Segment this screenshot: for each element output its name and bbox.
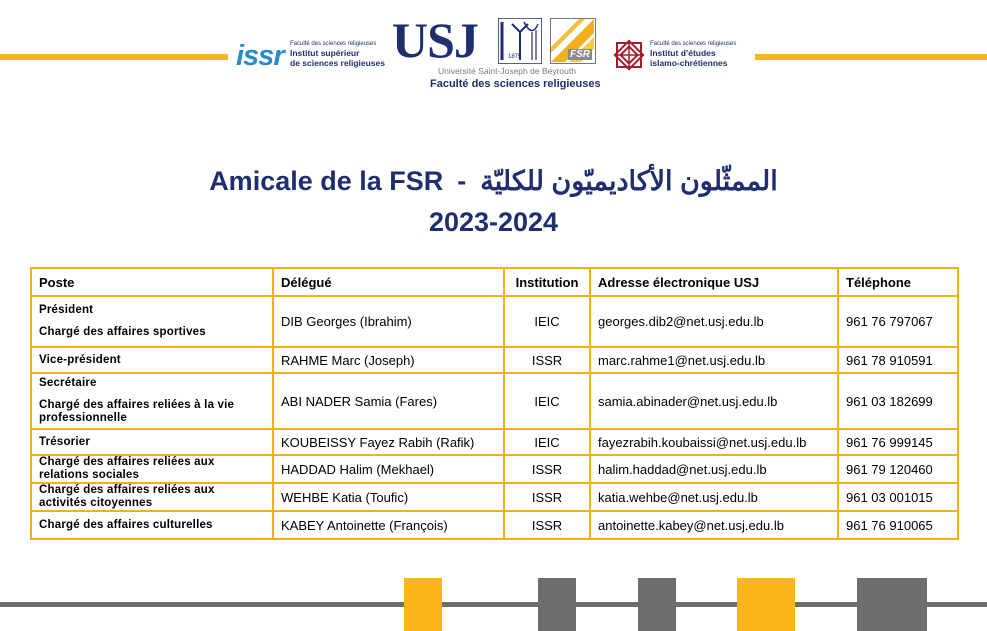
- cell-telephone: 961 79 120460: [838, 455, 958, 483]
- cell-poste: [31, 296, 273, 347]
- cell-email: fayezrabih.koubaissi@net.usj.edu.lb: [590, 429, 838, 455]
- header-email: Adresse électronique USJ: [590, 268, 838, 296]
- cell-telephone: 961 03 001015: [838, 483, 958, 511]
- usj-faculty-name: Faculté des sciences religieuses: [430, 78, 601, 90]
- footer-block-grey: [638, 578, 676, 631]
- ieic-logo-text: [650, 40, 736, 68]
- ieic-institute-line: Institut d’études: [650, 48, 716, 58]
- header-institution: Institution: [504, 268, 590, 296]
- fsr-logo: [550, 18, 596, 64]
- cell-institution: ISSR: [504, 347, 590, 373]
- cell-email: antoinette.kabey@net.usj.edu.lb: [590, 511, 838, 539]
- poste-line: Secrétaire: [39, 377, 97, 389]
- ieic-emblem-icon: [612, 38, 646, 72]
- cell-delegue: KABEY Antoinette (François): [273, 511, 504, 539]
- poste-line: Chargé des affaires culturelles: [39, 518, 213, 531]
- cell-institution: ISSR: [504, 483, 590, 511]
- poste-line: Chargé des affaires reliées à la vie professionnelle: [39, 399, 235, 424]
- table-header-row: [31, 268, 958, 296]
- cell-poste: [31, 483, 273, 511]
- page-title: [0, 162, 987, 200]
- footer-block-grey: [857, 578, 927, 631]
- table-row: [31, 429, 958, 455]
- title-arabic: الممثّلون الأكاديميّون للكليّة: [480, 166, 778, 196]
- table-row: [31, 483, 958, 511]
- cell-poste: [31, 347, 273, 373]
- cell-email: marc.rahme1@net.usj.edu.lb: [590, 347, 838, 373]
- table-row: [31, 296, 958, 347]
- cell-email: georges.dib2@net.usj.edu.lb: [590, 296, 838, 347]
- header-accent-line-left: [0, 54, 228, 60]
- cell-institution: IEIC: [504, 373, 590, 429]
- cell-poste: [31, 511, 273, 539]
- header-telephone: Téléphone: [838, 268, 958, 296]
- poste-line: Vice-président: [39, 353, 121, 366]
- cell-telephone: 961 76 797067: [838, 296, 958, 347]
- usj-logo: [392, 14, 602, 94]
- cell-email: samia.abinader@net.usj.edu.lb: [590, 373, 838, 429]
- cell-telephone: 961 76 910065: [838, 511, 958, 539]
- cell-delegue: HADDAD Halim (Mekhael): [273, 455, 504, 483]
- header-accent-line-right: [755, 54, 987, 60]
- poste-line: Chargé des affaires reliées aux relations sociales: [39, 456, 215, 481]
- usj-university-name: Université Saint-Joseph de Beyrouth: [438, 66, 576, 76]
- cell-delegue: KOUBEISSY Fayez Rabih (Rafik): [273, 429, 504, 455]
- title-years: 2023-2024: [428, 207, 559, 237]
- cell-delegue: RAHME Marc (Joseph): [273, 347, 504, 373]
- usj-logo-wordmark: USJ: [392, 12, 478, 68]
- cell-delegue: ABI NADER Samia (Fares): [273, 373, 504, 429]
- issr-logo: [236, 38, 386, 74]
- cell-poste: [31, 429, 273, 455]
- delegates-table: [30, 267, 959, 540]
- fsr-logo-label: FSR: [570, 49, 590, 60]
- ieic-institute-line-2: islamo-chrétiennes: [650, 58, 728, 68]
- footer-block-grey: [538, 578, 576, 631]
- cell-institution: IEIC: [504, 296, 590, 347]
- cell-email: halim.haddad@net.usj.edu.lb: [590, 455, 838, 483]
- poste-line: Président: [39, 304, 94, 316]
- table-row: [31, 347, 958, 373]
- cell-delegue: WEHBE Katia (Toufic): [273, 483, 504, 511]
- table-row: [31, 373, 958, 429]
- issr-faculty-line: Faculté des sciences religieuses: [290, 41, 377, 47]
- table-row: [31, 511, 958, 539]
- poste-line: Chargé des affaires reliées aux activités citoyennes: [39, 484, 215, 509]
- cell-delegue: DIB Georges (Ibrahim): [273, 296, 504, 347]
- header-delegue: Délégué: [273, 268, 504, 296]
- usj-emblem-icon: [498, 18, 542, 64]
- poste-line: Chargé des affaires sportives: [39, 326, 206, 338]
- footer-block-yellow: [737, 578, 795, 631]
- poste-line: Trésorier: [39, 435, 91, 448]
- cell-telephone: 961 78 910591: [838, 347, 958, 373]
- cell-telephone: 961 03 182699: [838, 373, 958, 429]
- cell-email: katia.wehbe@net.usj.edu.lb: [590, 483, 838, 511]
- cell-telephone: 961 76 999145: [838, 429, 958, 455]
- issr-logo-mark: issr: [236, 40, 284, 72]
- table-row: [31, 455, 958, 483]
- header-poste: Poste: [31, 268, 273, 296]
- ieic-logo: [612, 38, 752, 74]
- title-french: Amicale de la FSR: [209, 166, 444, 196]
- title-dash: -: [457, 166, 467, 196]
- ieic-faculty-line: Faculté des sciences religieuses: [650, 41, 737, 47]
- usj-emblem-year: 1875: [508, 54, 522, 60]
- cell-poste: [31, 373, 273, 429]
- cell-institution: ISSR: [504, 455, 590, 483]
- issr-logo-text: [290, 40, 388, 68]
- cell-institution: IEIC: [504, 429, 590, 455]
- issr-institute-line-2: de sciences religieuses: [290, 58, 385, 68]
- footer-block-yellow: [404, 578, 442, 631]
- cell-poste: [31, 455, 273, 483]
- cell-institution: ISSR: [504, 511, 590, 539]
- issr-institute-line: Institut supérieur: [290, 48, 360, 58]
- footer-line: [0, 602, 987, 607]
